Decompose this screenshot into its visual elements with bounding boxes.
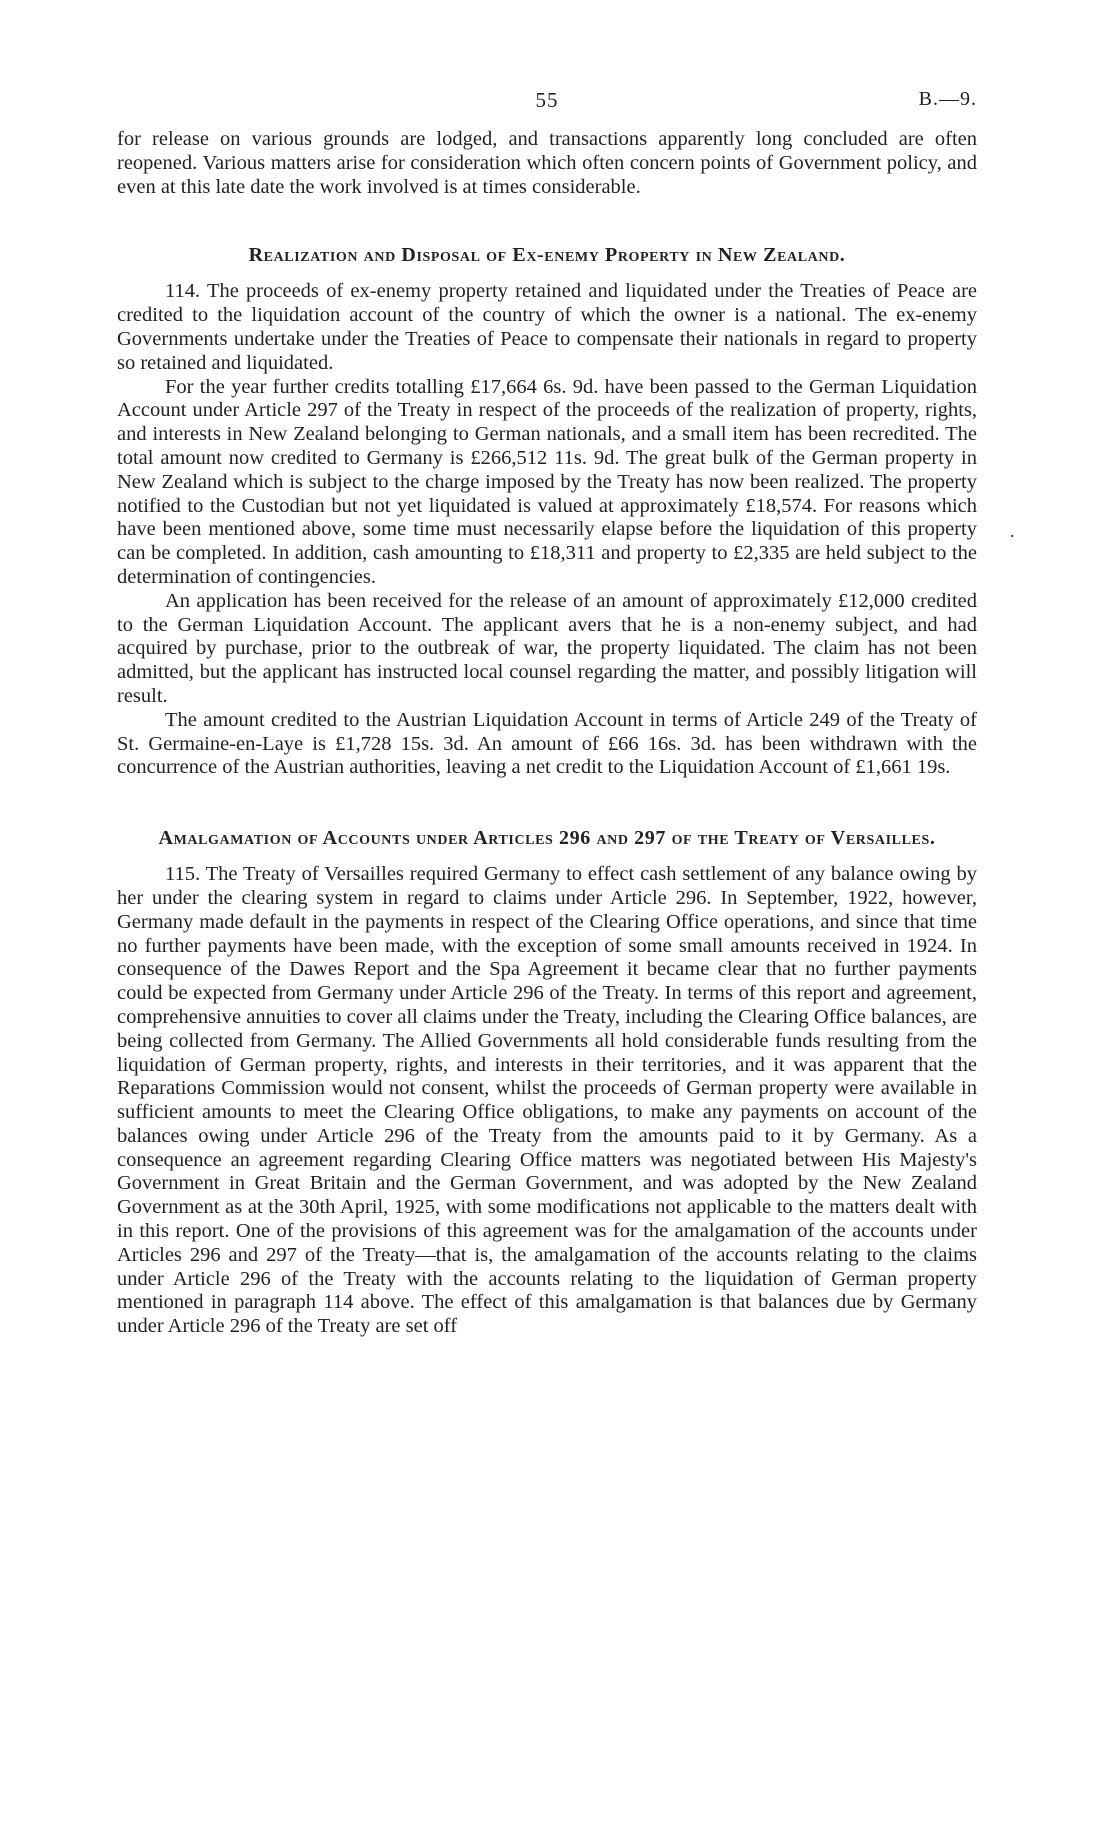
document-reference: B.—9. [918,88,977,110]
section-heading-amalgamation: Amalgamation of Accounts under Articles 296 and 297 of the Treaty of Versailles. [158,827,936,850]
paragraph-application: An application has been received for the release of an amount of approximately £12,000 credited to the German Liquidation Account. The applicant avers that he is a non-enemy subject, and had acquired by purchase, prior to the outbreak of war, the property liquidated. The claim has not been admitted, but the applicant has instructed local counsel regarding the matter, and possibly litigation will result. [117,589,977,707]
paragraph-114: 114. The proceeds of ex-enemy property retained and liquidated under the Treaties of Peace are credited to the liquidation account of the country of which the owner is a national. The ex-enemy Governments undertake under the Treaties of Peace to compensate their nationals in regard to property so retained and liquidated. [117,280,977,374]
paragraph-115: 115. The Treaty of Versailles required Germany to effect cash settlement of any balance owing by her under the clearing system in regard to claims under Article 296. In September, 1922, however, Germany made default in the payments in respect of the Clearing Office operations, and since that time no further payments have been made, with the exception of some small amounts received in 1924. In consequence of the Dawes Report and the Spa Agreement it became clear that no further payments could be expected from Germany under Article 296 of the Treaty. In terms of this report and agreement, comprehensive annuities to cover all claims under the Treaty, including the Clearing Office balances, are being collected from Germany. The Allied Governments all hold considerable funds resulting from the liquidation of German property, rights, and interests in their territories, and it was apparent that the Reparations Commission would not consent, whilst the proceeds of German property were available in sufficient amounts to meet the Clearing Office obligations, to make any payments on account of the balances owing under Article 296 of the Treaty from the amounts paid to it by Germany. As a consequence an agreement regarding Clearing Office matters was negotiated between His Majesty's Government in Great Britain and the German Government, and was adopted by the New Zealand Government as at the 30th April, 1925, with some modifications not applicable to the matters dealt with in this report. One of the provisions of this agreement was for the amalgamation of the accounts under Articles 296 and 297 of the Treaty—that is, the amalgamation of the accounts relating to the claims under Article 296 of the Treaty with the accounts relating to the liquidation of German property mentioned in paragraph 114 above. The effect of this amalgamation is that balances due by Germany under Article 296 of the Treaty are set off [117,863,977,1338]
margin-mark: . [1010,521,1015,541]
page-number: 55 [535,88,559,112]
paragraph-austrian-account: The amount credited to the Austrian Liquidation Account in terms of Article 249 of the Treaty of St. Germaine-en-Laye is £1,728 15s. 3d. An amount of £66 16s. 3d. has been withdrawn with the concurrence of the Austrian authorities, leaving a net credit to the Liquidation Account of £1,661 19s. [117,708,977,779]
section-heading-realization: Realization and Disposal of Ex-enemy Property in New Zealand. [248,244,846,267]
paragraph-german-credits: For the year further credits totalling £17,664 6s. 9d. have been passed to the German Liquidation Account under Article 297 of the Treaty in respect of the proceeds of the realization of property, rights, and interests in New Zealand belonging to German nationals, and a small item has been recredited. The total amount now credited to Germany is £266,512 11s. 9d. The great bulk of the German property in New Zealand which is subject to the charge imposed by the Treaty has now been realized. The property notified to the Custodian but not yet liquidated is valued at approximately £18,574. For reasons which have been mentioned above, some time must necessarily elapse before the liquidation of this property can be completed. In addition, cash amounting to £18,311 and property to £2,335 are held subject to the determination of contingencies. [117,375,977,588]
page-header [117,88,977,128]
document-page [117,88,977,1339]
paragraph-continuation: for release on various grounds are lodged, and transactions apparently long concluded are often reopened. Various matters arise for consideration which often concern points of Government policy, and even at this late date the work involved is at times considerable. [117,128,977,198]
